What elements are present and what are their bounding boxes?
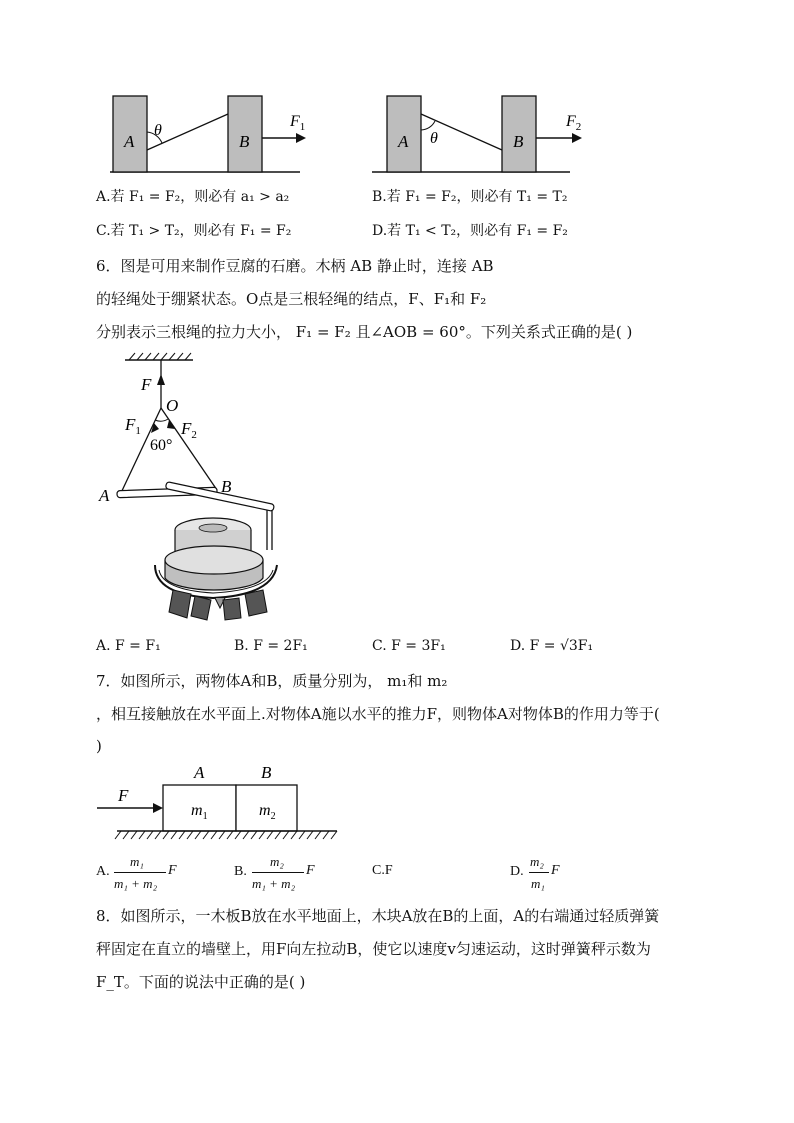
q6-option-c: C. F = 3F₁: [372, 638, 446, 654]
q6-line-1: 6．图是可用来制作豆腐的石磨。木柄 AB 静止时，连接 AB: [96, 257, 494, 275]
q5-option-c: C.若 T₁ > T₂，则必有 F₁ = F₂: [96, 223, 292, 239]
fig7-label-m2: $m_2$: [259, 802, 276, 822]
fig6-label-f: F: [141, 375, 152, 394]
q6-figure-stone-mill: [95, 350, 295, 625]
fig6-label-a: A: [99, 486, 110, 505]
q7-a-numerator: m₁: [130, 854, 144, 869]
fig6-label-f1: $F_1$: [125, 415, 141, 437]
q7-a-denominator: m₁ + m₂: [114, 876, 158, 891]
q7-option-d: D. m₂ m₁ F: [510, 854, 560, 891]
q7-option-c: C.F: [372, 863, 393, 878]
q7-b-numerator: m₂: [270, 854, 284, 869]
fig7-label-f: F: [118, 786, 129, 805]
force-f1-label: $F_1$: [290, 113, 306, 133]
q6-option-b: B. F = 2F₁: [234, 638, 308, 654]
fig7-label-a: A: [194, 763, 205, 782]
q6-option-d: D. F = √3F₁: [510, 638, 594, 654]
q7-option-a: A. m₁ m₁ + m₂ F: [96, 854, 177, 891]
q8-line-1: 8．如图所示，一木板B放在水平地面上，木块A放在B的上面，A的右端通过轻质弹簧: [96, 907, 660, 925]
label-a-left: A: [124, 132, 135, 151]
q8-line-2: 秤固定在直立的墙壁上，用F向左拉动B，使它以速度v匀速运动，这时弹簧秤示数为: [96, 940, 651, 958]
q5-option-b: B.若 F₁ = F₂，则必有 T₁ = T₂: [372, 189, 568, 205]
q7-d-denominator: m₁: [531, 876, 545, 891]
q5-right-diagram: [372, 96, 582, 172]
q7-d-numerator: m₂: [530, 854, 544, 869]
label-b-right: B: [513, 132, 524, 151]
fig7-label-b: B: [261, 763, 272, 782]
q5-left-diagram: [110, 96, 306, 172]
q5-option-d: D.若 T₁ < T₂，则必有 F₁ = F₂: [372, 223, 568, 239]
q7-line-2: ，相互接触放在水平面上.对物体A施以水平的推力F，则物体A对物体B的作用力等于(: [96, 705, 660, 723]
q6-line-3: 分别表示三根绳的拉力大小， F₁ = F₂ 且∠AOB = 60°。下列关系式正确的是( ): [96, 323, 633, 341]
fig6-label-angle: 60°: [150, 437, 173, 454]
q7-line-1: 7．如图所示，两物体A和B，质量分别为， m₁和 m₂: [96, 672, 448, 690]
label-b-left: B: [239, 132, 250, 151]
angle-theta-left: θ: [154, 122, 162, 139]
q7-line-3: ): [96, 737, 102, 755]
force-f2-label: $F_2$: [566, 113, 582, 133]
fig6-label-o: O: [166, 396, 179, 415]
fig6-label-b: B: [221, 477, 232, 496]
q8-line-3: F_T。下面的说法中正确的是( ): [96, 973, 306, 991]
q6-option-a: A. F = F₁: [96, 638, 161, 654]
fig6-label-f2: $F_2$: [181, 419, 197, 441]
angle-theta-right: θ: [430, 130, 438, 147]
q7-figure-blocks: [95, 758, 345, 843]
fig7-label-m1: $m_1$: [191, 802, 208, 822]
q5-option-a: A.若 F₁ = F₂，则必有 a₁ > a₂: [96, 189, 290, 205]
q5-figure: [100, 90, 600, 180]
q6-line-2: 的轻绳处于绷紧状态。O点是三根轻绳的结点，F、F₁和 F₂: [96, 290, 487, 308]
label-a-right: A: [398, 132, 409, 151]
q7-option-b: B. m₂ m₁ + m₂ F: [234, 854, 315, 891]
q7-b-denominator: m₁ + m₂: [252, 876, 296, 891]
